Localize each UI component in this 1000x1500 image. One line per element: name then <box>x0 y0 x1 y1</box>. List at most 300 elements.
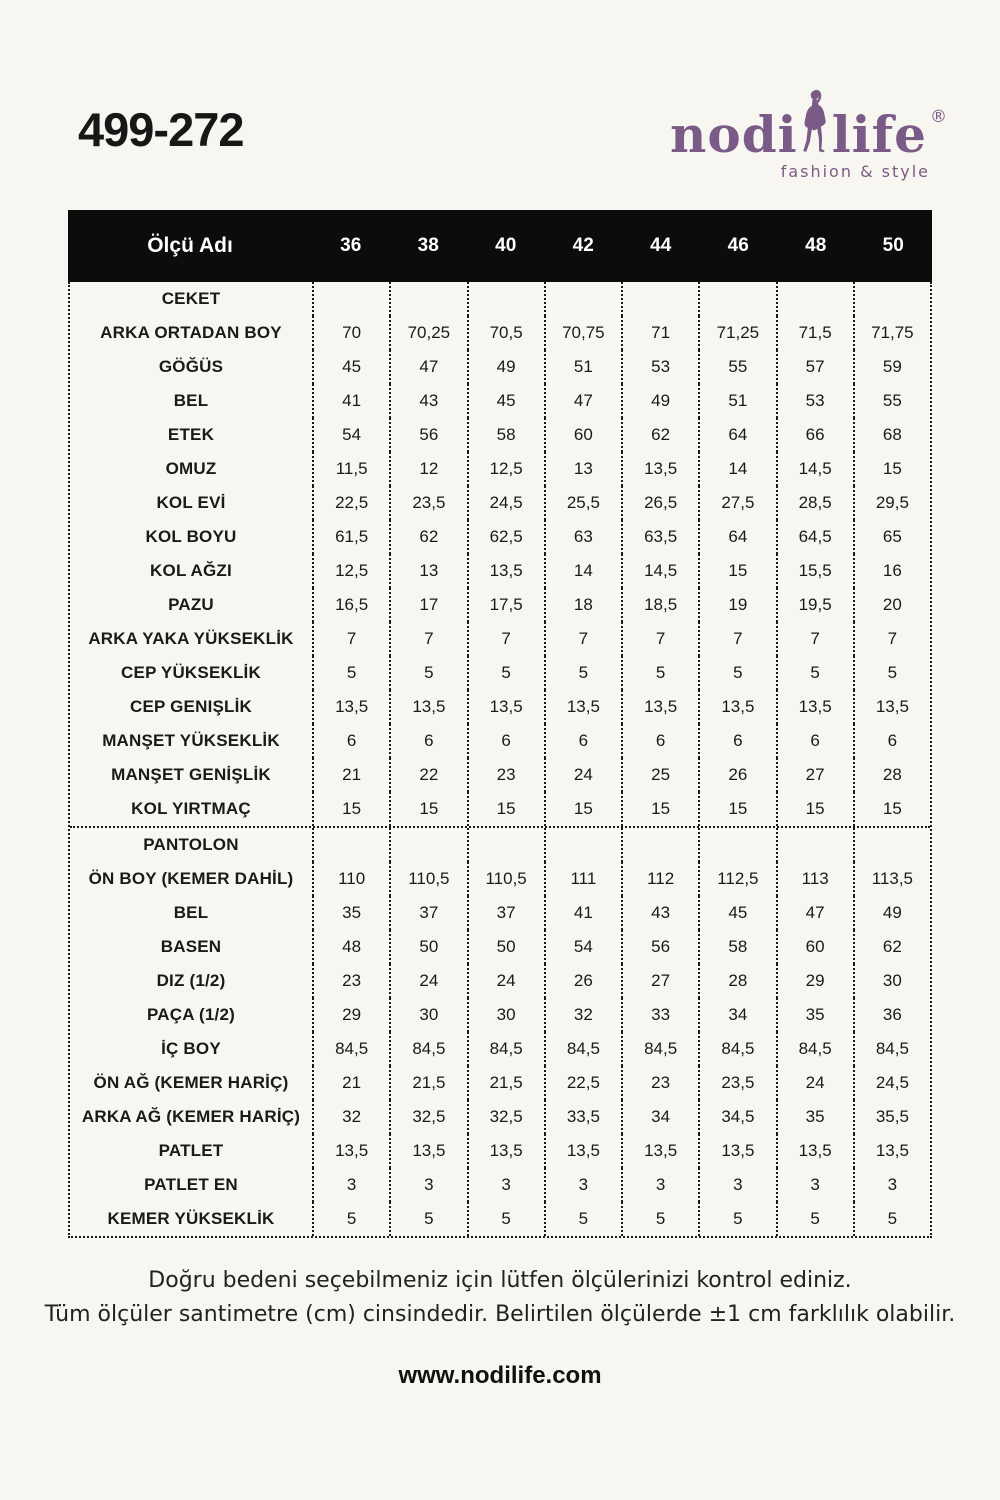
woman-silhouette-icon <box>799 88 831 162</box>
value-cell: 84,5 <box>312 1032 389 1066</box>
value-cell: 35 <box>312 896 389 930</box>
value-cell: 70,75 <box>544 316 621 350</box>
value-cell: 35 <box>776 1100 853 1134</box>
table-section-ceket <box>70 282 930 826</box>
value-cell: 34,5 <box>698 1100 775 1134</box>
value-cell: 21,5 <box>467 1066 544 1100</box>
measurement-row <box>70 622 930 656</box>
value-cell: 70 <box>312 316 389 350</box>
value-cell: 29 <box>776 964 853 998</box>
value-cell: 25,5 <box>544 486 621 520</box>
value-cell: 71,5 <box>776 316 853 350</box>
value-cell: 49 <box>467 350 544 384</box>
section-title: CEKET <box>161 289 221 308</box>
row-label: KOL BOYU <box>145 527 237 546</box>
value-cell: 18 <box>544 588 621 622</box>
value-cell: 70,5 <box>467 316 544 350</box>
value-cell: 6 <box>312 724 389 758</box>
row-label: GÖĞÜS <box>158 357 224 376</box>
value-cell: 50 <box>389 930 466 964</box>
value-cell: 5 <box>389 1202 466 1236</box>
measurement-row <box>70 1168 930 1202</box>
value-cell: 27 <box>776 758 853 792</box>
value-cell: 113,5 <box>853 862 930 896</box>
value-cell: 45 <box>698 896 775 930</box>
value-cell: 13,5 <box>544 1134 621 1168</box>
measurement-row <box>70 656 930 690</box>
value-cell: 53 <box>776 384 853 418</box>
measurement-row <box>70 588 930 622</box>
value-cell: 7 <box>467 622 544 656</box>
value-cell: 54 <box>544 930 621 964</box>
value-cell: 84,5 <box>698 1032 775 1066</box>
value-cell: 6 <box>853 724 930 758</box>
empty-cell <box>389 828 466 862</box>
value-cell: 62 <box>853 930 930 964</box>
measurement-row <box>70 1100 930 1134</box>
empty-cell <box>853 828 930 862</box>
value-cell: 71 <box>621 316 698 350</box>
row-label: BEL <box>173 903 209 922</box>
row-label: BASEN <box>160 937 222 956</box>
value-cell: 22,5 <box>312 486 389 520</box>
value-cell: 23 <box>621 1066 698 1100</box>
value-cell: 62 <box>389 520 466 554</box>
row-label: CEP GENIŞLİK <box>129 697 253 716</box>
logo-tagline: fashion & style <box>780 162 930 181</box>
value-cell: 13 <box>544 452 621 486</box>
value-cell: 51 <box>544 350 621 384</box>
table-body <box>68 282 932 1238</box>
registered-mark: ® <box>930 107 947 127</box>
value-cell: 6 <box>544 724 621 758</box>
value-cell: 35 <box>776 998 853 1032</box>
value-cell: 5 <box>467 1202 544 1236</box>
value-cell: 15 <box>853 792 930 826</box>
value-cell: 12 <box>389 452 466 486</box>
size-column-header: 48 <box>805 235 827 256</box>
logo-text-life: life <box>831 105 927 164</box>
empty-cell <box>467 282 544 316</box>
value-cell: 5 <box>776 656 853 690</box>
value-cell: 21 <box>312 1066 389 1100</box>
value-cell: 59 <box>853 350 930 384</box>
value-cell: 62 <box>621 418 698 452</box>
measurement-row <box>70 998 930 1032</box>
value-cell: 5 <box>698 1202 775 1236</box>
value-cell: 5 <box>853 1202 930 1236</box>
value-cell: 84,5 <box>389 1032 466 1066</box>
value-cell: 64 <box>698 520 775 554</box>
value-cell: 15 <box>467 792 544 826</box>
value-cell: 13,5 <box>621 690 698 724</box>
value-cell: 3 <box>853 1168 930 1202</box>
measurement-row <box>70 316 930 350</box>
value-cell: 5 <box>389 656 466 690</box>
value-cell: 57 <box>776 350 853 384</box>
row-label: PATLET <box>158 1141 224 1160</box>
value-cell: 3 <box>389 1168 466 1202</box>
value-cell: 112,5 <box>698 862 775 896</box>
row-label: ÖN BOY (KEMER DAHİL) <box>88 869 294 888</box>
brand-logo-text <box>664 88 947 164</box>
measurement-row <box>70 792 930 826</box>
value-cell: 12,5 <box>467 452 544 486</box>
size-column-header: 40 <box>495 235 517 256</box>
value-cell: 3 <box>621 1168 698 1202</box>
empty-cell <box>776 282 853 316</box>
value-cell: 58 <box>467 418 544 452</box>
value-cell: 13,5 <box>467 554 544 588</box>
value-cell: 28 <box>698 964 775 998</box>
value-cell: 13,5 <box>853 690 930 724</box>
value-cell: 24 <box>776 1066 853 1100</box>
measurement-row <box>70 862 930 896</box>
value-cell: 84,5 <box>467 1032 544 1066</box>
value-cell: 11,5 <box>312 452 389 486</box>
measurement-row <box>70 690 930 724</box>
section-title-row <box>70 282 930 316</box>
value-cell: 13,5 <box>621 452 698 486</box>
value-cell: 3 <box>312 1168 389 1202</box>
size-column-header: 42 <box>572 235 594 256</box>
empty-cell <box>698 828 775 862</box>
measurement-row <box>70 554 930 588</box>
value-cell: 110,5 <box>389 862 466 896</box>
size-table <box>68 210 932 1238</box>
measurement-row <box>70 930 930 964</box>
value-cell: 63 <box>544 520 621 554</box>
value-cell: 37 <box>389 896 466 930</box>
value-cell: 55 <box>698 350 775 384</box>
value-cell: 13,5 <box>312 690 389 724</box>
empty-cell <box>467 828 544 862</box>
value-cell: 29,5 <box>853 486 930 520</box>
product-code: 499-272 <box>78 103 244 156</box>
table-section-pantolon <box>70 826 930 1236</box>
value-cell: 13,5 <box>312 1134 389 1168</box>
value-cell: 17 <box>389 588 466 622</box>
value-cell: 13,5 <box>544 690 621 724</box>
value-cell: 5 <box>853 656 930 690</box>
empty-cell <box>544 282 621 316</box>
value-cell: 70,25 <box>389 316 466 350</box>
empty-cell <box>312 828 389 862</box>
value-cell: 3 <box>776 1168 853 1202</box>
value-cell: 30 <box>853 964 930 998</box>
value-cell: 18,5 <box>621 588 698 622</box>
value-cell: 15 <box>544 792 621 826</box>
value-cell: 84,5 <box>544 1032 621 1066</box>
value-cell: 13 <box>389 554 466 588</box>
measurement-row <box>70 758 930 792</box>
value-cell: 13,5 <box>389 690 466 724</box>
value-cell: 6 <box>467 724 544 758</box>
value-cell: 23 <box>312 964 389 998</box>
value-cell: 5 <box>621 656 698 690</box>
value-cell: 17,5 <box>467 588 544 622</box>
value-cell: 7 <box>621 622 698 656</box>
value-cell: 14,5 <box>621 554 698 588</box>
value-cell: 24,5 <box>467 486 544 520</box>
value-cell: 5 <box>312 656 389 690</box>
empty-cell <box>312 282 389 316</box>
value-cell: 33 <box>621 998 698 1032</box>
value-cell: 63,5 <box>621 520 698 554</box>
size-column-header: 36 <box>340 235 362 256</box>
value-cell: 24 <box>544 758 621 792</box>
value-cell: 15 <box>776 792 853 826</box>
value-cell: 15 <box>853 452 930 486</box>
value-cell: 54 <box>312 418 389 452</box>
value-cell: 43 <box>389 384 466 418</box>
footer-note-1: Doğru bedeni seçebilmeniz için lütfen ölçülerinizi kontrol ediniz. <box>148 1268 852 1293</box>
footer-note-2: Tüm ölçüler santimetre (cm) cinsindedir. Belirtilen ölçülerde ±1 cm farklılık olabilir. <box>44 1302 956 1327</box>
value-cell: 15,5 <box>776 554 853 588</box>
value-cell: 84,5 <box>621 1032 698 1066</box>
row-label: OMUZ <box>165 459 217 478</box>
value-cell: 15 <box>621 792 698 826</box>
value-cell: 30 <box>389 998 466 1032</box>
value-cell: 13,5 <box>467 1134 544 1168</box>
value-cell: 71,75 <box>853 316 930 350</box>
value-cell: 65 <box>853 520 930 554</box>
empty-cell <box>621 828 698 862</box>
value-cell: 3 <box>467 1168 544 1202</box>
row-label: MANŞET GENİŞLİK <box>111 765 271 784</box>
value-cell: 6 <box>621 724 698 758</box>
table-header-row <box>68 210 932 282</box>
row-label: ARKA YAKA YÜKSEKLİK <box>88 629 294 648</box>
size-column-header: 44 <box>650 235 672 256</box>
value-cell: 7 <box>544 622 621 656</box>
measurement-row <box>70 724 930 758</box>
value-cell: 32,5 <box>389 1100 466 1134</box>
value-cell: 29 <box>312 998 389 1032</box>
empty-cell <box>776 828 853 862</box>
value-cell: 3 <box>544 1168 621 1202</box>
value-cell: 13,5 <box>467 690 544 724</box>
value-cell: 5 <box>544 656 621 690</box>
row-label: ETEK <box>167 425 215 444</box>
value-cell: 35,5 <box>853 1100 930 1134</box>
row-label: PAZU <box>168 595 214 614</box>
value-cell: 23,5 <box>389 486 466 520</box>
value-cell: 5 <box>698 656 775 690</box>
value-cell: 21,5 <box>389 1066 466 1100</box>
value-cell: 13,5 <box>389 1134 466 1168</box>
value-cell: 34 <box>698 998 775 1032</box>
value-cell: 111 <box>544 862 621 896</box>
value-cell: 5 <box>776 1202 853 1236</box>
measurement-row <box>70 1202 930 1236</box>
value-cell: 84,5 <box>776 1032 853 1066</box>
measurement-row <box>70 350 930 384</box>
row-label: İÇ BOY <box>161 1039 221 1058</box>
size-column-header: 46 <box>727 235 749 256</box>
value-cell: 71,25 <box>698 316 775 350</box>
measurement-row <box>70 896 930 930</box>
value-cell: 47 <box>544 384 621 418</box>
value-cell: 58 <box>698 930 775 964</box>
value-cell: 66 <box>776 418 853 452</box>
value-cell: 30 <box>467 998 544 1032</box>
value-cell: 55 <box>853 384 930 418</box>
value-cell: 110,5 <box>467 862 544 896</box>
value-cell: 15 <box>389 792 466 826</box>
size-column-header: 50 <box>882 235 904 256</box>
value-cell: 45 <box>467 384 544 418</box>
measurement-row <box>70 384 930 418</box>
value-cell: 16 <box>853 554 930 588</box>
size-column-header: 38 <box>417 235 439 256</box>
value-cell: 36 <box>853 998 930 1032</box>
value-cell: 50 <box>467 930 544 964</box>
value-cell: 26 <box>698 758 775 792</box>
value-cell: 22 <box>389 758 466 792</box>
measurement-row <box>70 1066 930 1100</box>
value-cell: 84,5 <box>853 1032 930 1066</box>
value-cell: 45 <box>312 350 389 384</box>
empty-cell <box>698 282 775 316</box>
row-label: KEMER YÜKSEKLİK <box>107 1209 275 1228</box>
value-cell: 28 <box>853 758 930 792</box>
empty-cell <box>621 282 698 316</box>
value-cell: 26 <box>544 964 621 998</box>
value-cell: 51 <box>698 384 775 418</box>
value-cell: 5 <box>621 1202 698 1236</box>
value-cell: 47 <box>389 350 466 384</box>
value-cell: 14 <box>698 452 775 486</box>
value-cell: 41 <box>544 896 621 930</box>
value-cell: 20 <box>853 588 930 622</box>
value-cell: 14 <box>544 554 621 588</box>
value-cell: 28,5 <box>776 486 853 520</box>
value-cell: 41 <box>312 384 389 418</box>
value-cell: 6 <box>389 724 466 758</box>
measurement-row <box>70 452 930 486</box>
value-cell: 61,5 <box>312 520 389 554</box>
value-cell: 49 <box>853 896 930 930</box>
value-cell: 60 <box>776 930 853 964</box>
measure-name-header: Ölçü Adı <box>147 234 233 257</box>
row-label: MANŞET YÜKSEKLİK <box>102 731 280 750</box>
value-cell: 49 <box>621 384 698 418</box>
measurement-row <box>70 964 930 998</box>
value-cell: 7 <box>389 622 466 656</box>
value-cell: 13,5 <box>621 1134 698 1168</box>
value-cell: 113 <box>776 862 853 896</box>
value-cell: 7 <box>853 622 930 656</box>
value-cell: 24 <box>467 964 544 998</box>
row-label: PAÇA (1/2) <box>147 1005 235 1024</box>
value-cell: 60 <box>544 418 621 452</box>
value-cell: 43 <box>621 896 698 930</box>
value-cell: 53 <box>621 350 698 384</box>
value-cell: 68 <box>853 418 930 452</box>
value-cell: 24 <box>389 964 466 998</box>
value-cell: 13,5 <box>776 690 853 724</box>
value-cell: 32 <box>312 1100 389 1134</box>
value-cell: 13,5 <box>698 690 775 724</box>
value-cell: 19,5 <box>776 588 853 622</box>
value-cell: 7 <box>776 622 853 656</box>
value-cell: 33,5 <box>544 1100 621 1134</box>
row-label: ÖN AĞ (KEMER HARİÇ) <box>93 1073 289 1092</box>
measurement-row <box>70 1134 930 1168</box>
value-cell: 48 <box>312 930 389 964</box>
value-cell: 34 <box>621 1100 698 1134</box>
value-cell: 32 <box>544 998 621 1032</box>
value-cell: 22,5 <box>544 1066 621 1100</box>
value-cell: 15 <box>312 792 389 826</box>
value-cell: 25 <box>621 758 698 792</box>
value-cell: 112 <box>621 862 698 896</box>
value-cell: 6 <box>698 724 775 758</box>
logo-text-nodi: nodi <box>670 105 798 164</box>
value-cell: 37 <box>467 896 544 930</box>
section-title: PANTOLON <box>143 835 239 854</box>
value-cell: 5 <box>312 1202 389 1236</box>
value-cell: 15 <box>698 554 775 588</box>
empty-cell <box>544 828 621 862</box>
row-label: KOL YIRTMAÇ <box>131 799 251 818</box>
value-cell: 62,5 <box>467 520 544 554</box>
value-cell: 56 <box>389 418 466 452</box>
value-cell: 3 <box>698 1168 775 1202</box>
value-cell: 56 <box>621 930 698 964</box>
value-cell: 14,5 <box>776 452 853 486</box>
value-cell: 64 <box>698 418 775 452</box>
value-cell: 7 <box>312 622 389 656</box>
section-title-row <box>70 828 930 862</box>
value-cell: 64,5 <box>776 520 853 554</box>
value-cell: 13,5 <box>698 1134 775 1168</box>
value-cell: 47 <box>776 896 853 930</box>
value-cell: 6 <box>776 724 853 758</box>
value-cell: 110 <box>312 862 389 896</box>
empty-cell <box>853 282 930 316</box>
row-label: KOL EVİ <box>156 493 226 512</box>
value-cell: 16,5 <box>312 588 389 622</box>
footer-notes <box>0 1264 1000 1332</box>
measurement-row <box>70 486 930 520</box>
measurement-row <box>70 418 930 452</box>
empty-cell <box>389 282 466 316</box>
row-label: KOL AĞZI <box>150 561 232 580</box>
row-label: ARKA AĞ (KEMER HARİÇ) <box>81 1107 301 1126</box>
row-label: BEL <box>173 391 209 410</box>
row-label: PATLET EN <box>144 1175 238 1194</box>
measurement-row <box>70 520 930 554</box>
value-cell: 23 <box>467 758 544 792</box>
value-cell: 23,5 <box>698 1066 775 1100</box>
row-label: CEP YÜKSEKLİK <box>121 663 261 682</box>
value-cell: 7 <box>698 622 775 656</box>
value-cell: 32,5 <box>467 1100 544 1134</box>
value-cell: 12,5 <box>312 554 389 588</box>
value-cell: 27 <box>621 964 698 998</box>
value-cell: 15 <box>698 792 775 826</box>
brand-logo <box>664 88 947 181</box>
website-text: www.nodilife.com <box>398 1362 602 1389</box>
value-cell: 27,5 <box>698 486 775 520</box>
value-cell: 24,5 <box>853 1066 930 1100</box>
row-label: DIZ (1/2) <box>156 971 226 990</box>
measurement-row <box>70 1032 930 1066</box>
value-cell: 13,5 <box>853 1134 930 1168</box>
value-cell: 26,5 <box>621 486 698 520</box>
